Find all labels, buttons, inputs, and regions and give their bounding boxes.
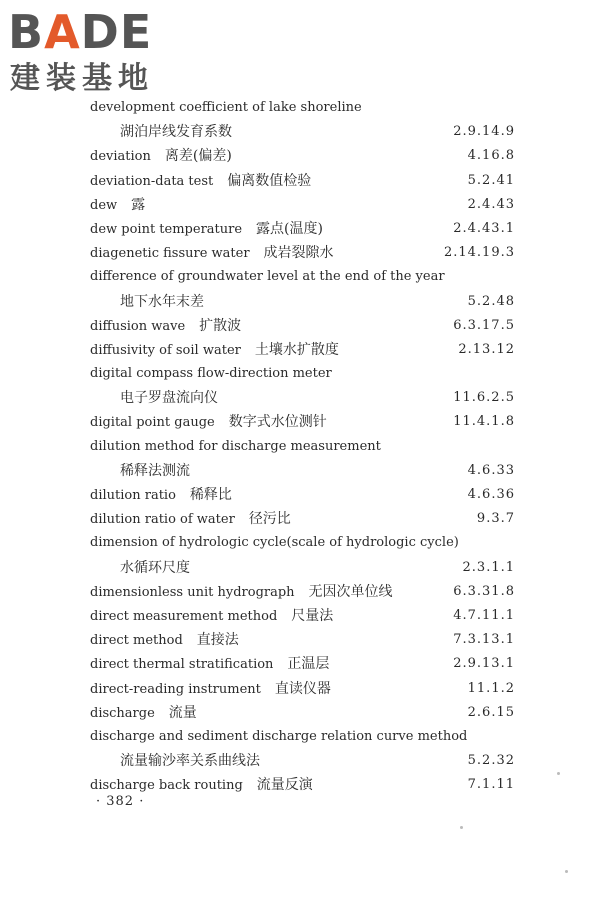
- glossary-entry: [90, 580, 515, 604]
- chinese-term: 流量反演: [256, 777, 313, 794]
- section-number: 2.4.43.1: [453, 220, 515, 236]
- english-term: digital point gauge: [90, 415, 215, 431]
- section-number: 6.3.31.8: [453, 583, 515, 599]
- glossary-entry: [90, 435, 515, 459]
- glossary-entry: [90, 725, 515, 749]
- english-term: deviation-data test: [90, 173, 214, 189]
- glossary-entry: [90, 483, 515, 507]
- glossary-entry: [90, 241, 515, 265]
- glossary-entry: [90, 677, 515, 701]
- english-term: dimension of hydrologic cycle(scale of hydrologic cycle): [90, 535, 459, 551]
- section-number: 2.4.43: [467, 196, 515, 212]
- glossary-entry: [90, 217, 515, 241]
- english-term: diffusion wave: [90, 318, 186, 334]
- english-term: dimensionless unit hydrograph: [90, 584, 295, 600]
- publisher-logo: [8, 6, 173, 96]
- chinese-term: 地下水年末差: [120, 293, 204, 310]
- section-number: 2.9.14.9: [453, 124, 515, 140]
- english-term: direct thermal stratification: [90, 657, 274, 673]
- chinese-term: 正温层: [287, 656, 330, 673]
- chinese-term: 湖泊岸线发育系数: [120, 124, 232, 141]
- section-number: 7.3.13.1: [453, 632, 515, 648]
- english-term: discharge and sediment discharge relation curve method: [90, 728, 468, 744]
- english-term: dilution method for discharge measurement: [90, 438, 381, 454]
- section-number: 2.3.1.1: [462, 559, 515, 575]
- glossary-entry: [90, 338, 515, 362]
- glossary-entry: [90, 144, 515, 168]
- chinese-term: 电子罗盘流向仪: [120, 390, 218, 407]
- english-term: digital compass flow-direction meter: [90, 366, 332, 382]
- section-number: 11.6.2.5: [453, 390, 515, 406]
- glossary-entry: [90, 362, 515, 386]
- section-number: 7.1.11: [467, 777, 515, 793]
- glossary-entry: [90, 652, 515, 676]
- english-term: direct measurement method: [90, 608, 278, 624]
- english-term: direct-reading instrument: [90, 681, 261, 697]
- glossary-entry-continuation: [90, 459, 515, 483]
- section-number: 11.1.2: [467, 680, 515, 696]
- english-term: dew point temperature: [90, 221, 243, 237]
- chinese-term: 水循环尺度: [120, 559, 190, 576]
- glossary-entry: [90, 507, 515, 531]
- chinese-term: 稀释比: [189, 487, 232, 503]
- chinese-term: 扩散波: [199, 317, 242, 334]
- glossary-entry: [90, 773, 515, 797]
- glossary-entry-continuation: [90, 386, 515, 410]
- chinese-term: 流量输沙率关系曲线法: [120, 753, 260, 770]
- glossary-entry: [90, 628, 515, 652]
- glossary-entry-continuation: [90, 556, 515, 580]
- section-number: 6.3.17.5: [453, 317, 515, 333]
- glossary-entry: [90, 96, 515, 120]
- chinese-term: 直接法: [196, 632, 239, 649]
- glossary-entry: [90, 531, 515, 555]
- section-number: 11.4.1.8: [453, 414, 515, 430]
- section-number: 2.6.15: [467, 704, 515, 720]
- chinese-term: 稀释法测流: [120, 462, 190, 479]
- section-number: 4.16.8: [467, 148, 515, 164]
- logo-subtitle: 建装基地: [10, 61, 154, 96]
- glossary-entry: [90, 410, 515, 434]
- english-term: deviation: [90, 149, 151, 165]
- glossary-entry: [90, 314, 515, 338]
- glossary-entry: [90, 265, 515, 289]
- chinese-term: 直读仪器: [274, 680, 331, 697]
- page-number: · 382 ·: [96, 794, 145, 809]
- english-term: direct method: [90, 633, 183, 649]
- english-term: diagenetic fissure water: [90, 246, 250, 262]
- english-term: dew: [90, 197, 118, 213]
- section-number: 4.6.36: [467, 487, 515, 502]
- english-term: dilution ratio: [90, 488, 176, 503]
- section-number: 5.2.41: [467, 172, 515, 188]
- glossary-entry-continuation: [90, 120, 515, 144]
- chinese-term: 数字式水位测针: [228, 414, 327, 431]
- section-number: 4.7.11.1: [453, 607, 515, 623]
- glossary-entry-continuation: [90, 290, 515, 314]
- section-number: 2.14.19.3: [443, 245, 515, 261]
- english-term: development coefficient of lake shoreline: [90, 100, 362, 115]
- glossary-entry: [90, 169, 515, 193]
- chinese-term: 径污比: [248, 511, 291, 528]
- glossary-entry-continuation: [90, 749, 515, 773]
- section-number: 5.2.32: [467, 753, 515, 769]
- english-term: diffusivity of soil water: [90, 342, 241, 358]
- chinese-term: 成岩裂隙水: [263, 245, 334, 262]
- english-term: difference of groundwater level at the end of the year: [90, 269, 445, 285]
- chinese-term: 土壤水扩散度: [254, 341, 339, 358]
- chinese-term: 露: [131, 196, 146, 213]
- english-term: discharge back routing: [90, 778, 243, 794]
- chinese-term: 流量: [168, 704, 197, 721]
- glossary-entry: [90, 604, 515, 628]
- glossary-entry: [90, 701, 515, 725]
- english-term: dilution ratio of water: [90, 512, 235, 528]
- section-number: 5.2.48: [467, 293, 515, 309]
- chinese-term: 离差(偏差): [164, 148, 232, 165]
- english-term: discharge: [90, 705, 155, 721]
- logo-wordmark: BADE: [8, 5, 153, 59]
- chinese-term: 尺量法: [291, 607, 334, 624]
- chinese-term: 露点(温度): [256, 220, 323, 237]
- glossary-entry: [90, 193, 515, 217]
- chinese-term: 偏离数值检验: [227, 172, 312, 189]
- section-number: 2.9.13.1: [453, 656, 515, 672]
- glossary-entries: [90, 96, 515, 797]
- section-number: 4.6.33: [467, 462, 515, 478]
- chinese-term: 无因次单位线: [308, 583, 393, 600]
- section-number: 9.3.7: [476, 511, 515, 527]
- section-number: 2.13.12: [458, 341, 515, 357]
